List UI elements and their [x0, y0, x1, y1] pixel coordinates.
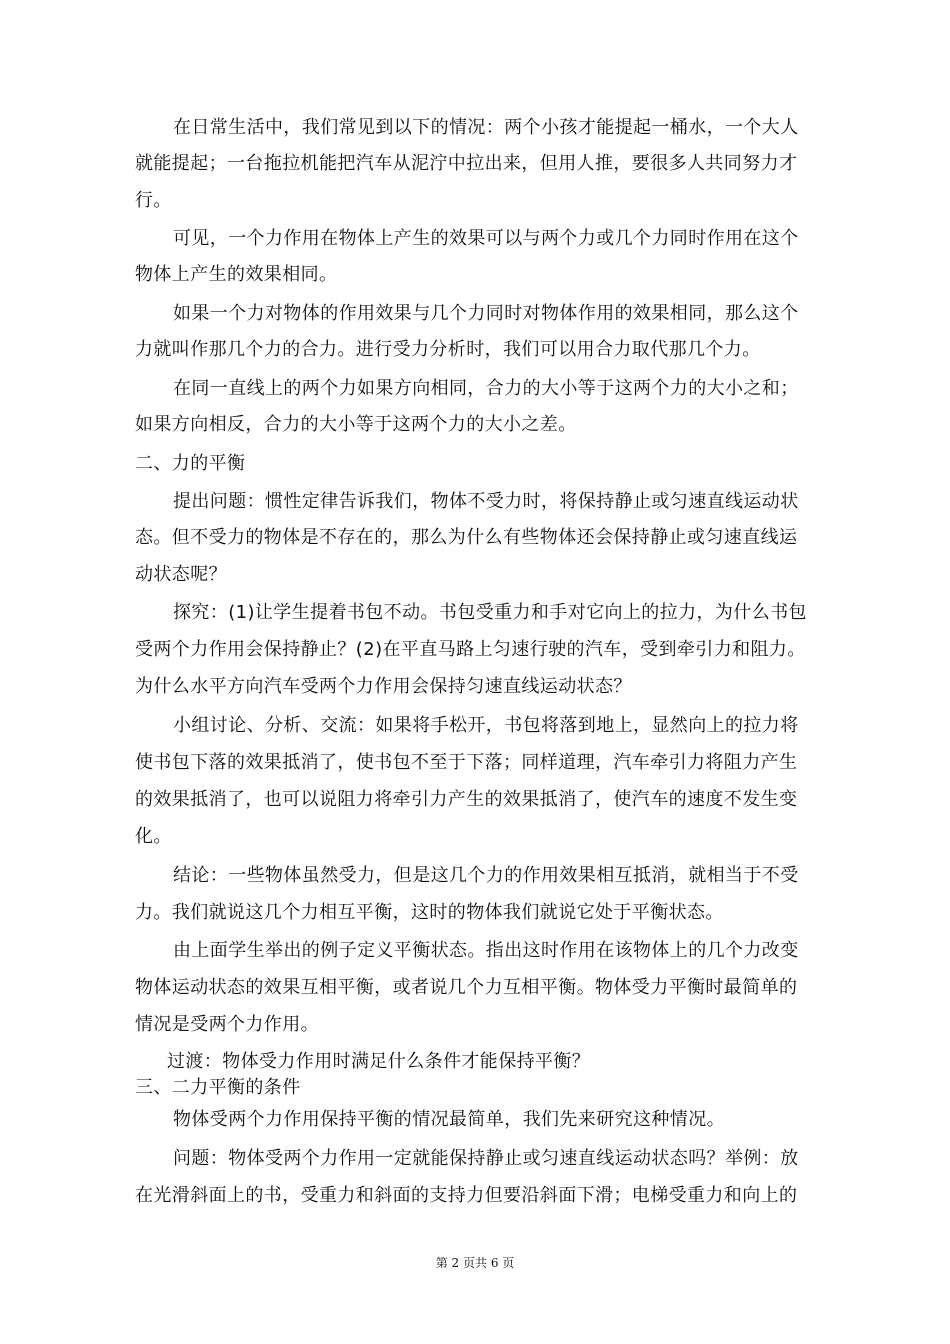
page-number: 第 2 页共 6 页: [435, 1256, 515, 1270]
text-line: 由上面学生举出的例子定义平衡状态。指出这时作用在该物体上的几个力改变: [173, 940, 799, 961]
text-line: 行。: [135, 190, 172, 211]
text-line: 如果方向相反，合力的大小等于这两个力的大小之差。: [135, 414, 577, 435]
text-line: 物体受两个力作用保持平衡的情况最简单，我们先来研究这种情况。: [173, 1109, 725, 1130]
section-heading: 二、力的平衡: [135, 453, 246, 474]
text-line: 就能提起；一台拖拉机能把汽车从泥泞中拉出来，但用人推，要很多人共同努力才: [135, 153, 798, 174]
text-line: 物体运动状态的效果互相平衡，或者说几个力互相平衡。物体受力平衡时最简单的: [135, 977, 798, 998]
text-line: 在光滑斜面上的书，受重力和斜面的支持力但要沿斜面下滑；电梯受重力和向上的: [135, 1185, 798, 1206]
text-line: 提出问题：惯性定律告诉我们，物体不受力时，将保持静止或匀速直线运动状: [173, 491, 799, 512]
text-line: 在日常生活中，我们常见到以下的情况：两个小孩才能提起一桶水，一个大人: [173, 117, 799, 138]
text-line: 问题：物体受两个力作用一定就能保持静止或匀速直线运动状态吗？举例：放: [173, 1148, 799, 1169]
text-line: 结论：一些物体虽然受力，但是这几个力的作用效果相互抵消，就相当于不受: [173, 865, 799, 886]
text-line: 受两个力作用会保持静止？(2)在平直马路上匀速行驶的汽车，受到牵引力和阻力。: [135, 639, 806, 660]
text-line: 物体上产生的效果相同。: [135, 264, 338, 285]
text-line: 的效果抵消了，也可以说阻力将牵引力产生的效果抵消了，使汽车的速度不发生变: [135, 789, 798, 810]
text-line: 为什么水平方向汽车受两个力作用会保持匀速直线运动状态？: [135, 676, 632, 697]
section-heading: 三、二力平衡的条件: [135, 1077, 301, 1098]
text-line: 使书包下落的效果抵消了，使书包不至于下落；同样道理，汽车牵引力将阻力产生: [135, 752, 798, 773]
text-line: 在同一直线上的两个力如果方向相同，合力的大小等于这两个力的大小之和；: [173, 378, 799, 399]
text-line: 过渡：物体受力作用时满足什么条件才能保持平衡？: [167, 1051, 591, 1072]
text-line: 如果一个力对物体的作用效果与几个力同时对物体作用的效果相同，那么这个: [173, 303, 799, 324]
text-line: 小组讨论、分析、交流：如果将手松开，书包将落到地上，显然向上的拉力将: [173, 715, 799, 736]
text-line: 探究：(1)让学生提着书包不动。书包受重力和手对它向上的拉力，为什么书包: [173, 602, 807, 623]
text-line: 化。: [135, 826, 172, 847]
text-line: 力。我们就说这几个力相互平衡，这时的物体我们就说它处于平衡状态。: [135, 902, 724, 923]
text-line: 力就叫作那几个力的合力。进行受力分析时，我们可以用合力取代那几个力。: [135, 339, 761, 360]
text-line: 可见，一个力作用在物体上产生的效果可以与两个力或几个力同时作用在这个: [173, 228, 799, 249]
text-line: 情况是受两个力作用。: [135, 1014, 319, 1035]
text-line: 态。但不受力的物体是不存在的，那么为什么有些物体还会保持静止或匀速直线运: [135, 527, 798, 548]
text-line: 动状态呢？: [135, 564, 227, 585]
